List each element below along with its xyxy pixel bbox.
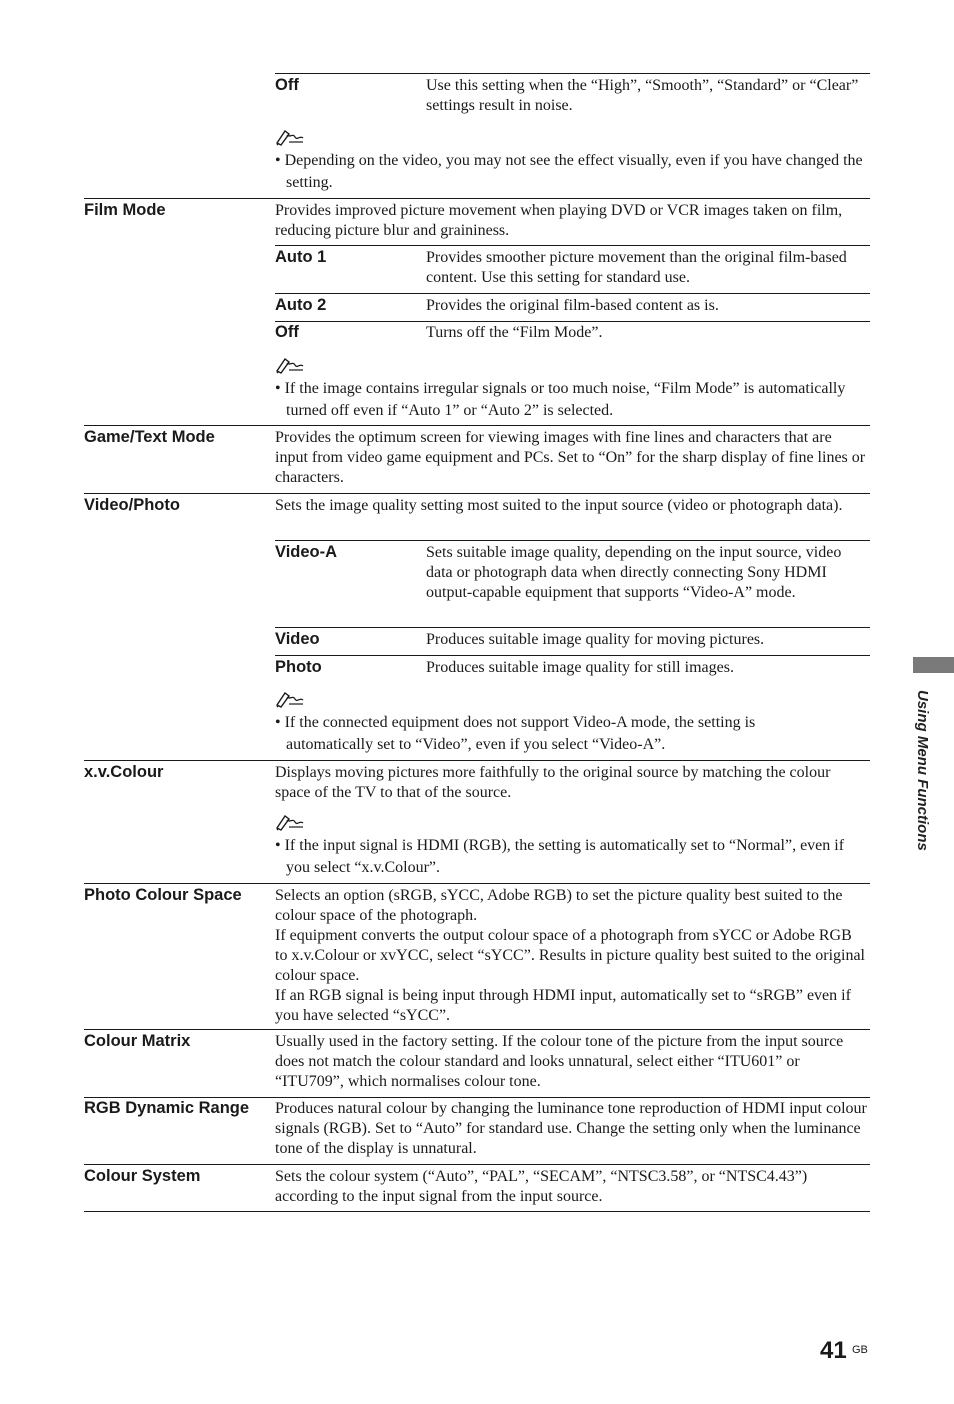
rule <box>84 198 870 199</box>
option-label-video: Video <box>275 630 320 648</box>
setting-label-rgb-dynamic-range: RGB Dynamic Range <box>84 1099 250 1117</box>
rule <box>275 321 870 322</box>
option-desc-off-film: Turns off the “Film Mode”. <box>426 324 603 341</box>
rule <box>84 493 870 494</box>
option-label-off: Off <box>275 76 299 94</box>
setting-desc-rgb-dynamic-range: Produces natural colour by changing the luminance tone reproduction of HDMI input colour signals (RGB). Set to “Auto” for standard use. Change the setting only when the luminance tone of the display is unnatural. <box>275 1100 867 1157</box>
option-desc-auto-2: Provides the original film-based content as is. <box>426 297 719 314</box>
rule <box>275 73 870 74</box>
option-label-off-film: Off <box>275 323 299 341</box>
rule <box>275 540 870 541</box>
setting-label-colour-matrix: Colour Matrix <box>84 1032 191 1050</box>
rule <box>275 293 870 294</box>
note-pencil-icon <box>275 354 305 374</box>
option-label-video-a: Video-A <box>275 543 338 561</box>
note-pencil-icon <box>275 126 305 146</box>
setting-desc-film-mode: Provides improved picture movement when playing DVD or VCR images taken on film, reducing picture blur and graininess. <box>275 202 843 239</box>
option-desc-photo: Produces suitable image quality for still images. <box>426 659 734 676</box>
section-tab-marker <box>913 657 954 673</box>
note-text: • If the input signal is HDMI (RGB), the setting is automatically set to “Normal”, even if you select “x.v.Colour”. <box>275 837 845 876</box>
note-pencil-icon <box>275 811 305 831</box>
option-desc-auto-1: Provides smoother picture movement than the original film-based content. Use this setting for standard use. <box>426 249 847 286</box>
note-text: • Depending on the video, you may not see the effect visually, even if you have changed the setting. <box>275 152 863 191</box>
setting-label-xv-colour: x.v.Colour <box>84 763 164 781</box>
setting-label-video-photo: Video/Photo <box>84 496 180 514</box>
setting-desc-colour-system: Sets the colour system (“Auto”, “PAL”, “SECAM”, “NTSC3.58”, or “NTSC4.43”) according to the input signal from the input source. <box>275 1168 808 1205</box>
rule <box>84 425 870 426</box>
option-label-auto-1: Auto 1 <box>275 248 327 266</box>
option-label-photo: Photo <box>275 658 322 676</box>
option-desc-off: Use this setting when the “High”, “Smooth”, “Standard” or “Clear” settings result in noise. <box>426 77 859 114</box>
rule <box>275 627 870 628</box>
page-number-suffix: GB <box>852 1344 868 1356</box>
setting-label-colour-system: Colour System <box>84 1167 201 1185</box>
note-pencil-icon <box>275 688 305 708</box>
note-text: • If the image contains irregular signals or too much noise, “Film Mode” is automatically turned off even if “Auto 1” or “Auto 2” is selected. <box>275 380 846 419</box>
setting-desc-colour-matrix: Usually used in the factory setting. If the colour tone of the picture from the input source does not match the colour standard and looks unnatural, select either “ITU601” or “ITU709”, which normalises colour tone. <box>275 1033 844 1090</box>
section-tab-label: Using Menu Functions <box>914 690 931 851</box>
setting-desc-game-text-mode: Provides the optimum screen for viewing images with fine lines and characters that are input from video game equipment and PCs. Set to “On” for the sharp display of fine lines or characters. <box>275 429 866 486</box>
rule <box>275 655 870 656</box>
setting-label-game-text-mode: Game/Text Mode <box>84 428 215 446</box>
rule <box>84 760 870 761</box>
note-text: • If the connected equipment does not support Video-A mode, the setting is automatically set to “Video”, even if you select “Video-A”. <box>275 714 756 753</box>
option-desc-video-a: Sets suitable image quality, depending on the input source, video data or photograph data when directly connecting Sony HDMI output-capable equipment that supports “Video-A” mode. <box>426 544 842 601</box>
rule <box>84 1029 870 1030</box>
paragraph: If equipment converts the output colour space of a photograph from sYCC or Adobe RGB to x.v.Colour or xvYCC, select “sYCC”. Results in picture quality best suited to the original colour space. <box>275 927 865 984</box>
paragraph: Selects an option (sRGB, sYCC, Adobe RGB) to set the picture quality best suited to the colour space of the photograph. <box>275 887 843 924</box>
rule <box>84 883 870 884</box>
rule <box>275 245 870 246</box>
rule <box>84 1164 870 1165</box>
setting-desc-video-photo: Sets the image quality setting most suited to the input source (video or photograph data). <box>275 497 843 514</box>
option-desc-video: Produces suitable image quality for moving pictures. <box>426 631 765 648</box>
setting-label-film-mode: Film Mode <box>84 201 166 219</box>
page-number: 41 <box>820 1337 847 1364</box>
setting-desc-photo-colour-space <box>275 886 867 1026</box>
paragraph: If an RGB signal is being input through HDMI input, automatically set to “sRGB” even if you have selected “sYCC”. <box>275 987 851 1024</box>
setting-desc-xv-colour: Displays moving pictures more faithfully to the original source by matching the colour space of the TV to that of the source. <box>275 764 831 801</box>
rule <box>84 1211 870 1212</box>
setting-label-photo-colour-space: Photo Colour Space <box>84 886 242 904</box>
option-label-auto-2: Auto 2 <box>275 296 327 314</box>
